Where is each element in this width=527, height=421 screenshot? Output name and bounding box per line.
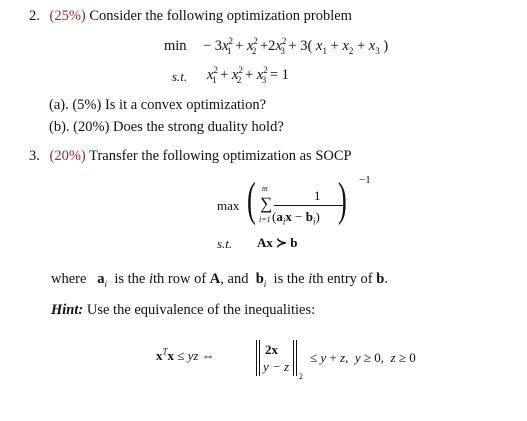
q3-constraint-label: s.t. [217, 236, 233, 251]
q2-constraint-expression: $x^2_1 + x^2_2 + x^2_3 = 1$ [207, 65, 289, 85]
q3-number: 3. [29, 148, 40, 164]
norm-right-bar-2 [296, 340, 297, 376]
fraction-denominator: $(a_ix - b_i)$ [272, 209, 320, 227]
q3-percent: (20%) [49, 148, 86, 164]
norm-vector-top: 2x [265, 342, 278, 357]
norm-vector-bottom: y − z [263, 359, 290, 374]
equivalence-left: $x^Tx$ ≤ yz ⇔ [156, 346, 215, 363]
hint-text: Use the equivalence of the inequalities: [86, 302, 316, 318]
norm-left-bar-2 [259, 340, 260, 376]
right-paren: ) [338, 173, 347, 226]
equivalence-right: ≤ y + z, y ≥ 0, z ≥ 0 [310, 350, 416, 365]
fraction-bar [274, 205, 344, 206]
q2-part-b: (b). (20%) Does the strong duality hold? [49, 119, 284, 135]
q2-objective-label: min [164, 38, 187, 54]
q3-constraint-expression: Ax ≻ b [257, 235, 298, 250]
q2-percent: (25%) [49, 8, 86, 24]
objective-exponent: −1 [359, 174, 371, 186]
norm-subscript: 2 [299, 372, 303, 381]
left-paren: ( [247, 173, 256, 226]
sum-symbol: ∑ [260, 194, 273, 213]
sum-upper-limit: m [262, 184, 268, 193]
hint-label: Hint: [51, 302, 84, 318]
q2-title: Consider the following optimization problem [89, 8, 352, 24]
q2-objective-expression: − $3x^2_1 + x^2_2 +2x^2_3 + 3$( $x_1 + x_2 + x_3$ ) [203, 36, 389, 56]
sum-lower-limit: i=1 [259, 215, 271, 224]
where-word: where [51, 271, 87, 287]
q3-heading [29, 149, 352, 164]
fraction-numerator: 1 [314, 188, 321, 203]
q3-objective-label: max [217, 198, 240, 213]
where-sentence: where $a_i$ is the ith row of A, and $b_i$ is the ith entry of b. [51, 271, 388, 289]
q2-constraint-label: s.t. [172, 69, 188, 84]
norm-left-bar-1 [256, 340, 257, 376]
q2-number: 2. [29, 8, 40, 24]
norm-right-bar-1 [293, 340, 294, 376]
hint-line [51, 303, 315, 318]
q2-heading [29, 9, 352, 24]
q3-title: Transfer the following optimization as SOCP [89, 148, 352, 164]
q2-part-a: (a). (5%) Is it a convex optimization? [49, 97, 267, 113]
